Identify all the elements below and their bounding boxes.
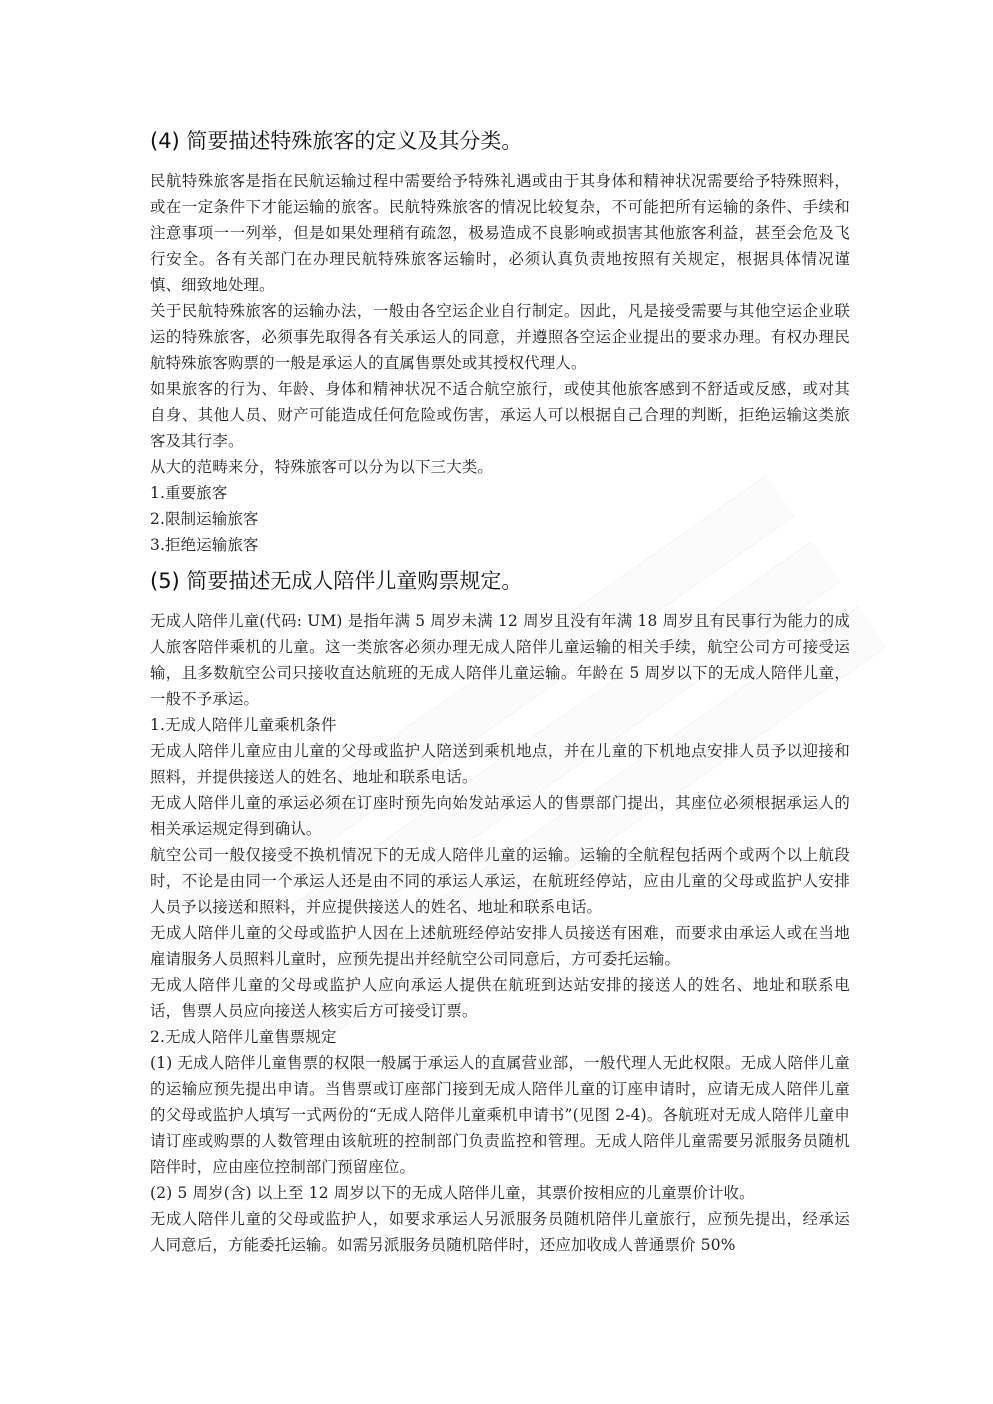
- paragraph: 无成人陪伴儿童(代码: UM) 是指年满 5 周岁未满 12 周岁且没有年满 18 周岁且有民事行为能力的成人旅客陪伴乘机的儿童。这一类旅客必须办理无成人陪伴儿童运输的相关手续，航空公司方可接受运输，且多数航空公司只接收直达航班的无成人陪伴儿童运输。年龄在 5 周岁以下的无成人陪伴儿童，一般不予承运。: [150, 612, 850, 708]
- paragraph: 关于民航特殊旅客的运输办法，一般由各空运企业自行制定。因此，凡是接受需要与其他空运企业联运的特殊旅客，必须事先取得各有关承运人的同意，并遵照各空运企业提出的要求办理。有权办理民航特殊旅客购票的一般是承运人的直属售票处或其授权代理人。: [150, 302, 850, 372]
- list-item: 1.重要旅客: [150, 484, 228, 502]
- paragraph: 无成人陪伴儿童的父母或监护人应向承运人提供在航班到达站安排的接送人的姓名、地址和联系电话，售票人员应向接送人核实后方可接受订票。: [150, 976, 850, 1020]
- section-4: [150, 126, 850, 558]
- paragraph: 无成人陪伴儿童应由儿童的父母或监护人陪送到乘机地点，并在儿童的下机地点安排人员予以迎接和照料，并提供接送人的姓名、地址和联系电话。: [150, 742, 850, 786]
- list-item: 2.限制运输旅客: [150, 510, 259, 528]
- subheading: 1.无成人陪伴儿童乘机条件: [150, 716, 337, 734]
- section-5: [150, 566, 850, 1258]
- paragraph: 无成人陪伴儿童的父母或监护人，如要求承运人另派服务员随机陪伴儿童旅行，应预先提出，经承运人同意后，方能委托运输。如需另派服务员随机陪伴时，还应加收成人普通票价 50%: [150, 1210, 850, 1254]
- paragraph: 航空公司一般仅接受不换机情况下的无成人陪伴儿童的运输。运输的全航程包括两个或两个以上航段时，不论是由同一个承运人还是由不同的承运人承运，在航班经停站，应由儿童的父母或监护人安排人员予以接送和照料，并应提供接送人的姓名、地址和联系电话。: [150, 846, 850, 916]
- section-title: (5) 简要描述无成人陪伴儿童购票规定。: [150, 569, 523, 593]
- paragraph: 民航特殊旅客是指在民航运输过程中需要给予特殊礼遇或由于其身体和精神状况需要给予特殊照料，或在一定条件下才能运输的旅客。民航特殊旅客的情况比较复杂，不可能把所有运输的条件、手续和注意事项一一列举，但是如果处理稍有疏忽，极易造成不良影响或损害其他旅客利益，甚至会危及飞行安全。各有关部门在办理民航特殊旅客运输时，必须认真负责地按照有关规定，根据具体情况谨慎、细致地处理。: [150, 172, 850, 294]
- paragraph: (1) 无成人陪伴儿童售票的权限一般属于承运人的直属营业部，一般代理人无此权限。无成人陪伴儿童的运输应预先提出申请。当售票或订座部门接到无成人陪伴儿童的订座申请时，应请无成人陪伴儿童的父母或监护人填写一式两份的“无成人陪伴儿童乘机申请书”(见图 2-4)。各航班对无成人陪伴儿童申请订座或购票的人数管理由该航班的控制部门负责监控和管理。无成人陪伴儿童需要另派服务员随机陪伴时，应由座位控制部门预留座位。: [150, 1054, 850, 1176]
- paragraph: 从大的范畴来分，特殊旅客可以分为以下三大类。: [150, 458, 493, 476]
- paragraph: (2) 5 周岁(含) 以上至 12 周岁以下的无成人陪伴儿童，其票价按相应的儿童票价计收。: [150, 1184, 755, 1202]
- subheading: 2.无成人陪伴儿童售票规定: [150, 1028, 337, 1046]
- paragraph: 无成人陪伴儿童的父母或监护人因在上述航班经停站安排人员接送有困难，而要求由承运人或在当地雇请服务人员照料儿童时，应预先提出并经航空公司同意后，方可委托运输。: [150, 924, 850, 968]
- document-page: [150, 126, 850, 1258]
- list-item: 3.拒绝运输旅客: [150, 536, 259, 554]
- section-title: (4) 简要描述特殊旅客的定义及其分类。: [150, 129, 523, 153]
- paragraph: 如果旅客的行为、年龄、身体和精神状况不适合航空旅行，或使其他旅客感到不舒适或反感，或对其自身、其他人员、财产可能造成任何危险或伤害，承运人可以根据自己合理的判断，拒绝运输这类旅客及其行李。: [150, 380, 850, 450]
- paragraph: 无成人陪伴儿童的承运必须在订座时预先向始发站承运人的售票部门提出，其座位必须根据承运人的相关承运规定得到确认。: [150, 794, 850, 838]
